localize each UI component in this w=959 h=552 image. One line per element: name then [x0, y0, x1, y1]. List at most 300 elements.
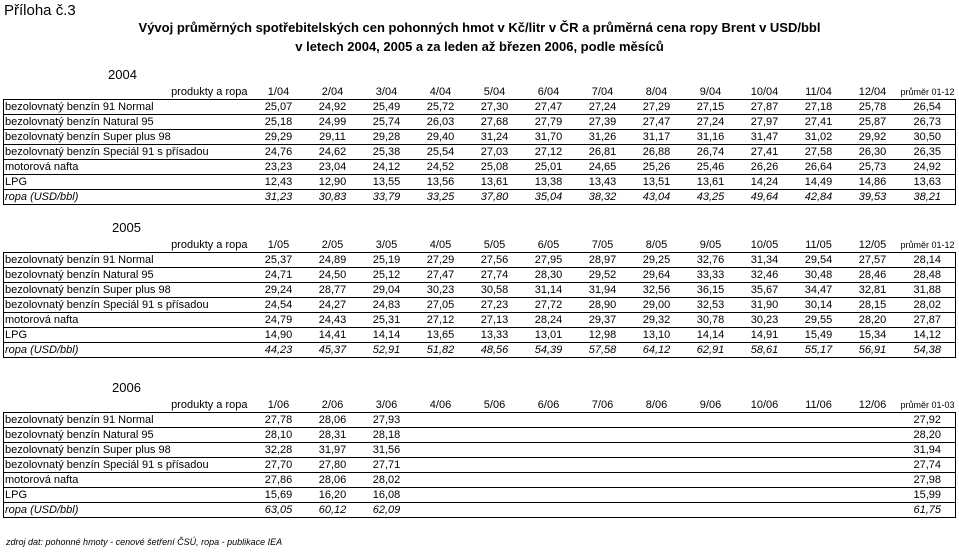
price-cell: 13,61 — [684, 175, 738, 190]
price-cell — [792, 473, 846, 488]
price-cell: 24,27 — [306, 298, 360, 313]
price-cell — [792, 458, 846, 473]
price-cell — [468, 443, 522, 458]
price-cell — [414, 488, 468, 503]
average-cell: 13,63 — [900, 175, 956, 190]
price-cell: 25,12 — [360, 268, 414, 283]
price-cell: 24,79 — [252, 313, 306, 328]
price-cell: 29,24 — [252, 283, 306, 298]
price-cell: 28,02 — [360, 473, 414, 488]
price-cell: 30,14 — [792, 298, 846, 313]
price-cell — [792, 503, 846, 518]
row-label: bezolovnatý benzín Natural 95 — [4, 115, 252, 130]
price-cell: 28,46 — [846, 268, 900, 283]
price-cell: 31,02 — [792, 130, 846, 145]
price-cell: 27,86 — [252, 473, 306, 488]
month-header: 3/04 — [360, 85, 414, 100]
price-cell — [522, 503, 576, 518]
table-row — [4, 458, 956, 473]
row-label: bezolovnatý benzín 91 Normal — [4, 100, 252, 115]
price-cell: 24,50 — [306, 268, 360, 283]
price-cell: 29,04 — [360, 283, 414, 298]
average-cell: 31,88 — [900, 283, 956, 298]
month-header: 2/05 — [306, 238, 360, 253]
price-cell — [738, 443, 792, 458]
price-cell — [846, 458, 900, 473]
month-header: 4/06 — [414, 398, 468, 413]
price-cell: 24,89 — [306, 253, 360, 268]
price-cell: 29,55 — [792, 313, 846, 328]
average-cell: 27,87 — [900, 313, 956, 328]
price-cell: 13,51 — [630, 175, 684, 190]
table-row — [4, 488, 956, 503]
month-header: 6/05 — [522, 238, 576, 253]
price-cell: 28,10 — [252, 428, 306, 443]
month-header: 5/04 — [468, 85, 522, 100]
month-header: 4/05 — [414, 238, 468, 253]
row-label: bezolovnatý benzín Natural 95 — [4, 268, 252, 283]
price-cell: 56,91 — [846, 343, 900, 358]
price-cell: 14,49 — [792, 175, 846, 190]
average-cell: 28,02 — [900, 298, 956, 313]
price-cell: 51,82 — [414, 343, 468, 358]
price-cell: 30,58 — [468, 283, 522, 298]
price-cell — [468, 503, 522, 518]
price-cell: 27,12 — [522, 145, 576, 160]
price-cell: 25,08 — [468, 160, 522, 175]
price-cell — [414, 428, 468, 443]
table-header-row — [4, 85, 956, 100]
average-cell: 26,54 — [900, 100, 956, 115]
price-cell: 57,58 — [576, 343, 630, 358]
price-cell: 33,33 — [684, 268, 738, 283]
table-row — [4, 328, 956, 343]
price-cell: 14,41 — [306, 328, 360, 343]
month-header: 12/04 — [846, 85, 900, 100]
price-cell: 28,20 — [846, 313, 900, 328]
price-cell: 27,57 — [846, 253, 900, 268]
price-cell — [522, 428, 576, 443]
price-cell: 25,46 — [684, 160, 738, 175]
month-header: 2/06 — [306, 398, 360, 413]
price-cell: 25,19 — [360, 253, 414, 268]
row-label: bezolovnatý benzín Super plus 98 — [4, 130, 252, 145]
price-cell: 28,30 — [522, 268, 576, 283]
month-header: 5/06 — [468, 398, 522, 413]
price-cell: 39,53 — [846, 190, 900, 205]
price-cell — [414, 458, 468, 473]
month-header: 9/05 — [684, 238, 738, 253]
row-label: LPG — [4, 488, 252, 503]
price-cell — [630, 443, 684, 458]
price-cell: 14,24 — [738, 175, 792, 190]
price-cell: 30,23 — [414, 283, 468, 298]
price-cell: 26,74 — [684, 145, 738, 160]
price-cell: 30,48 — [792, 268, 846, 283]
price-cell: 49,64 — [738, 190, 792, 205]
price-cell: 14,14 — [684, 328, 738, 343]
price-cell: 27,68 — [468, 115, 522, 130]
page-title-line-2: v letech 2004, 2005 a za leden až březen 2006, podle měsíců — [295, 39, 664, 54]
price-cell: 30,83 — [306, 190, 360, 205]
price-cell: 25,87 — [846, 115, 900, 130]
price-cell — [738, 413, 792, 428]
average-cell: 15,99 — [900, 488, 956, 503]
price-cell — [522, 413, 576, 428]
average-header: průměr 01-12 — [900, 238, 956, 253]
price-cell: 27,18 — [792, 100, 846, 115]
price-cell: 15,69 — [252, 488, 306, 503]
price-cell — [846, 428, 900, 443]
price-cell: 24,92 — [306, 100, 360, 115]
price-cell: 31,34 — [738, 253, 792, 268]
table-row — [4, 253, 956, 268]
price-cell: 35,04 — [522, 190, 576, 205]
price-cell: 60,12 — [306, 503, 360, 518]
price-cell: 24,54 — [252, 298, 306, 313]
price-cell: 42,84 — [792, 190, 846, 205]
price-cell: 25,18 — [252, 115, 306, 130]
price-cell: 23,04 — [306, 160, 360, 175]
average-cell: 28,20 — [900, 428, 956, 443]
price-cell: 29,00 — [630, 298, 684, 313]
price-cell — [630, 458, 684, 473]
price-cell: 26,81 — [576, 145, 630, 160]
price-cell: 25,01 — [522, 160, 576, 175]
price-cell: 25,07 — [252, 100, 306, 115]
price-cell: 55,17 — [792, 343, 846, 358]
month-header: 6/06 — [522, 398, 576, 413]
price-cell: 27,39 — [576, 115, 630, 130]
price-cell: 14,86 — [846, 175, 900, 190]
price-cell: 43,04 — [630, 190, 684, 205]
price-cell — [792, 443, 846, 458]
price-cell: 28,97 — [576, 253, 630, 268]
price-cell: 13,33 — [468, 328, 522, 343]
price-cell — [468, 488, 522, 503]
price-cell: 27,47 — [414, 268, 468, 283]
table-row — [4, 145, 956, 160]
month-header: 11/05 — [792, 238, 846, 253]
month-header: 1/04 — [252, 85, 306, 100]
price-cell: 24,65 — [576, 160, 630, 175]
price-cell: 29,11 — [306, 130, 360, 145]
price-cell: 33,79 — [360, 190, 414, 205]
price-cell: 13,43 — [576, 175, 630, 190]
price-cell — [630, 413, 684, 428]
month-header: 6/04 — [522, 85, 576, 100]
price-cell — [576, 488, 630, 503]
price-cell: 27,13 — [468, 313, 522, 328]
price-cell: 12,90 — [306, 175, 360, 190]
year-heading: 2004 — [108, 67, 137, 82]
header-label: produkty a ropa — [4, 238, 252, 253]
price-cell: 27,24 — [576, 100, 630, 115]
price-cell — [846, 473, 900, 488]
price-cell — [522, 458, 576, 473]
table-row — [4, 443, 956, 458]
price-cell: 29,32 — [630, 313, 684, 328]
price-cell: 32,28 — [252, 443, 306, 458]
price-cell: 31,70 — [522, 130, 576, 145]
month-header: 12/05 — [846, 238, 900, 253]
row-label: motorová nafta — [4, 160, 252, 175]
price-cell: 28,24 — [522, 313, 576, 328]
average-cell: 14,12 — [900, 328, 956, 343]
price-cell: 27,79 — [522, 115, 576, 130]
price-cell: 31,23 — [252, 190, 306, 205]
price-cell: 29,52 — [576, 268, 630, 283]
price-cell — [846, 443, 900, 458]
price-cell: 25,31 — [360, 313, 414, 328]
price-cell: 31,16 — [684, 130, 738, 145]
price-cell: 12,98 — [576, 328, 630, 343]
year-heading: 2006 — [112, 380, 141, 395]
price-cell — [684, 488, 738, 503]
price-cell — [468, 473, 522, 488]
price-cell: 24,83 — [360, 298, 414, 313]
price-cell: 28,77 — [306, 283, 360, 298]
price-cell: 32,81 — [846, 283, 900, 298]
price-cell: 32,56 — [630, 283, 684, 298]
price-cell: 33,25 — [414, 190, 468, 205]
month-header: 11/06 — [792, 398, 846, 413]
price-cell — [522, 488, 576, 503]
price-cell — [684, 458, 738, 473]
price-cell: 14,14 — [360, 328, 414, 343]
price-cell: 29,29 — [252, 130, 306, 145]
month-header: 11/04 — [792, 85, 846, 100]
month-header: 5/05 — [468, 238, 522, 253]
price-cell: 13,55 — [360, 175, 414, 190]
row-label: bezolovnatý benzín Natural 95 — [4, 428, 252, 443]
row-label: bezolovnatý benzín 91 Normal — [4, 413, 252, 428]
price-cell: 43,25 — [684, 190, 738, 205]
price-cell: 26,30 — [846, 145, 900, 160]
price-cell: 27,71 — [360, 458, 414, 473]
price-cell — [792, 488, 846, 503]
price-cell: 44,23 — [252, 343, 306, 358]
price-cell: 27,24 — [684, 115, 738, 130]
average-header: průměr 01-12 — [900, 85, 956, 100]
month-header: 10/04 — [738, 85, 792, 100]
table-row — [4, 190, 956, 205]
price-cell — [576, 473, 630, 488]
table-row — [4, 313, 956, 328]
price-cell: 31,94 — [576, 283, 630, 298]
price-cell: 25,54 — [414, 145, 468, 160]
price-cell: 63,05 — [252, 503, 306, 518]
price-cell — [630, 473, 684, 488]
price-cell — [576, 413, 630, 428]
price-table — [3, 398, 956, 518]
price-cell: 62,09 — [360, 503, 414, 518]
header-label: produkty a ropa — [4, 85, 252, 100]
average-cell: 30,50 — [900, 130, 956, 145]
table-row — [4, 175, 956, 190]
table-row — [4, 473, 956, 488]
price-cell: 27,78 — [252, 413, 306, 428]
price-cell: 24,99 — [306, 115, 360, 130]
price-cell: 26,03 — [414, 115, 468, 130]
average-cell: 27,98 — [900, 473, 956, 488]
price-cell: 27,29 — [630, 100, 684, 115]
month-header: 10/05 — [738, 238, 792, 253]
table-header-row — [4, 238, 956, 253]
table-row — [4, 160, 956, 175]
price-cell: 31,47 — [738, 130, 792, 145]
price-cell: 27,70 — [252, 458, 306, 473]
price-cell: 52,91 — [360, 343, 414, 358]
table-row — [4, 130, 956, 145]
year-heading: 2005 — [112, 220, 141, 235]
price-cell: 29,92 — [846, 130, 900, 145]
price-cell: 26,88 — [630, 145, 684, 160]
price-cell: 14,90 — [252, 328, 306, 343]
price-cell: 25,26 — [630, 160, 684, 175]
row-label: ropa (USD/bbl) — [4, 503, 252, 518]
price-cell — [468, 413, 522, 428]
row-label: ropa (USD/bbl) — [4, 343, 252, 358]
price-cell — [414, 443, 468, 458]
price-cell: 27,12 — [414, 313, 468, 328]
row-label: bezolovnatý benzín 91 Normal — [4, 253, 252, 268]
average-header: průměr 01-03 — [900, 398, 956, 413]
price-cell: 27,47 — [630, 115, 684, 130]
price-cell: 32,76 — [684, 253, 738, 268]
price-cell — [630, 488, 684, 503]
table-row — [4, 428, 956, 443]
price-cell: 25,78 — [846, 100, 900, 115]
price-cell — [576, 428, 630, 443]
month-header: 10/06 — [738, 398, 792, 413]
average-cell: 26,35 — [900, 145, 956, 160]
price-cell — [792, 413, 846, 428]
price-cell: 27,80 — [306, 458, 360, 473]
price-cell: 27,15 — [684, 100, 738, 115]
price-cell: 64,12 — [630, 343, 684, 358]
price-cell: 27,29 — [414, 253, 468, 268]
price-cell: 36,15 — [684, 283, 738, 298]
price-cell: 25,49 — [360, 100, 414, 115]
month-header: 9/04 — [684, 85, 738, 100]
price-cell: 15,34 — [846, 328, 900, 343]
row-label: motorová nafta — [4, 473, 252, 488]
row-label: bezolovnatý benzín Super plus 98 — [4, 283, 252, 298]
price-cell: 31,24 — [468, 130, 522, 145]
price-cell: 32,53 — [684, 298, 738, 313]
price-cell: 24,12 — [360, 160, 414, 175]
price-cell: 27,30 — [468, 100, 522, 115]
price-cell: 24,71 — [252, 268, 306, 283]
price-cell: 25,72 — [414, 100, 468, 115]
row-label: bezolovnatý benzín Speciál 91 s přísadou — [4, 458, 252, 473]
average-cell: 27,74 — [900, 458, 956, 473]
price-cell: 45,37 — [306, 343, 360, 358]
price-cell — [468, 458, 522, 473]
price-cell: 30,78 — [684, 313, 738, 328]
price-cell: 27,58 — [792, 145, 846, 160]
table-header-row — [4, 398, 956, 413]
month-header: 3/05 — [360, 238, 414, 253]
price-table — [3, 238, 956, 358]
page-title-line-1: Vývoj průměrných spotřebitelských cen pohonných hmot v Kč/litr v ČR a průměrná cena ropy Brent v USD/bbl — [138, 20, 821, 35]
price-cell: 24,43 — [306, 313, 360, 328]
price-cell: 13,38 — [522, 175, 576, 190]
price-cell: 25,74 — [360, 115, 414, 130]
price-cell: 27,41 — [738, 145, 792, 160]
price-cell — [738, 488, 792, 503]
price-cell: 27,72 — [522, 298, 576, 313]
price-cell: 26,26 — [738, 160, 792, 175]
month-header: 7/04 — [576, 85, 630, 100]
price-cell — [414, 473, 468, 488]
price-cell: 38,32 — [576, 190, 630, 205]
price-cell: 13,10 — [630, 328, 684, 343]
price-cell — [684, 413, 738, 428]
price-cell — [522, 443, 576, 458]
price-cell — [684, 503, 738, 518]
price-cell: 31,97 — [306, 443, 360, 458]
price-cell: 27,95 — [522, 253, 576, 268]
price-cell: 16,20 — [306, 488, 360, 503]
price-cell: 13,61 — [468, 175, 522, 190]
price-cell: 29,64 — [630, 268, 684, 283]
price-cell — [576, 503, 630, 518]
price-cell: 37,80 — [468, 190, 522, 205]
price-cell — [468, 428, 522, 443]
month-header: 2/04 — [306, 85, 360, 100]
month-header: 1/05 — [252, 238, 306, 253]
price-cell: 30,23 — [738, 313, 792, 328]
price-cell — [846, 503, 900, 518]
table-row — [4, 413, 956, 428]
price-cell: 27,74 — [468, 268, 522, 283]
price-cell: 62,91 — [684, 343, 738, 358]
price-cell — [576, 458, 630, 473]
price-cell: 13,56 — [414, 175, 468, 190]
price-cell — [792, 428, 846, 443]
average-cell: 26,73 — [900, 115, 956, 130]
price-cell: 31,17 — [630, 130, 684, 145]
price-cell — [522, 473, 576, 488]
price-cell — [414, 503, 468, 518]
price-cell: 24,62 — [306, 145, 360, 160]
average-cell: 54,38 — [900, 343, 956, 358]
price-cell: 12,43 — [252, 175, 306, 190]
table-row — [4, 343, 956, 358]
price-cell: 27,87 — [738, 100, 792, 115]
month-header: 3/06 — [360, 398, 414, 413]
source-note: zdroj dat: pohonné hmoty - cenové šetření ČSÚ, ropa - publikace IEA — [6, 537, 283, 547]
price-cell: 24,76 — [252, 145, 306, 160]
row-label: bezolovnatý benzín Super plus 98 — [4, 443, 252, 458]
row-label: bezolovnatý benzín Speciál 91 s přísadou — [4, 145, 252, 160]
price-table — [3, 85, 956, 205]
price-cell: 32,46 — [738, 268, 792, 283]
price-cell: 29,25 — [630, 253, 684, 268]
price-cell — [738, 473, 792, 488]
price-cell: 34,47 — [792, 283, 846, 298]
price-cell: 29,40 — [414, 130, 468, 145]
price-cell: 54,39 — [522, 343, 576, 358]
month-header: 8/05 — [630, 238, 684, 253]
price-cell: 27,93 — [360, 413, 414, 428]
price-cell — [630, 428, 684, 443]
header-label: produkty a ropa — [4, 398, 252, 413]
table-row — [4, 100, 956, 115]
price-cell — [630, 503, 684, 518]
